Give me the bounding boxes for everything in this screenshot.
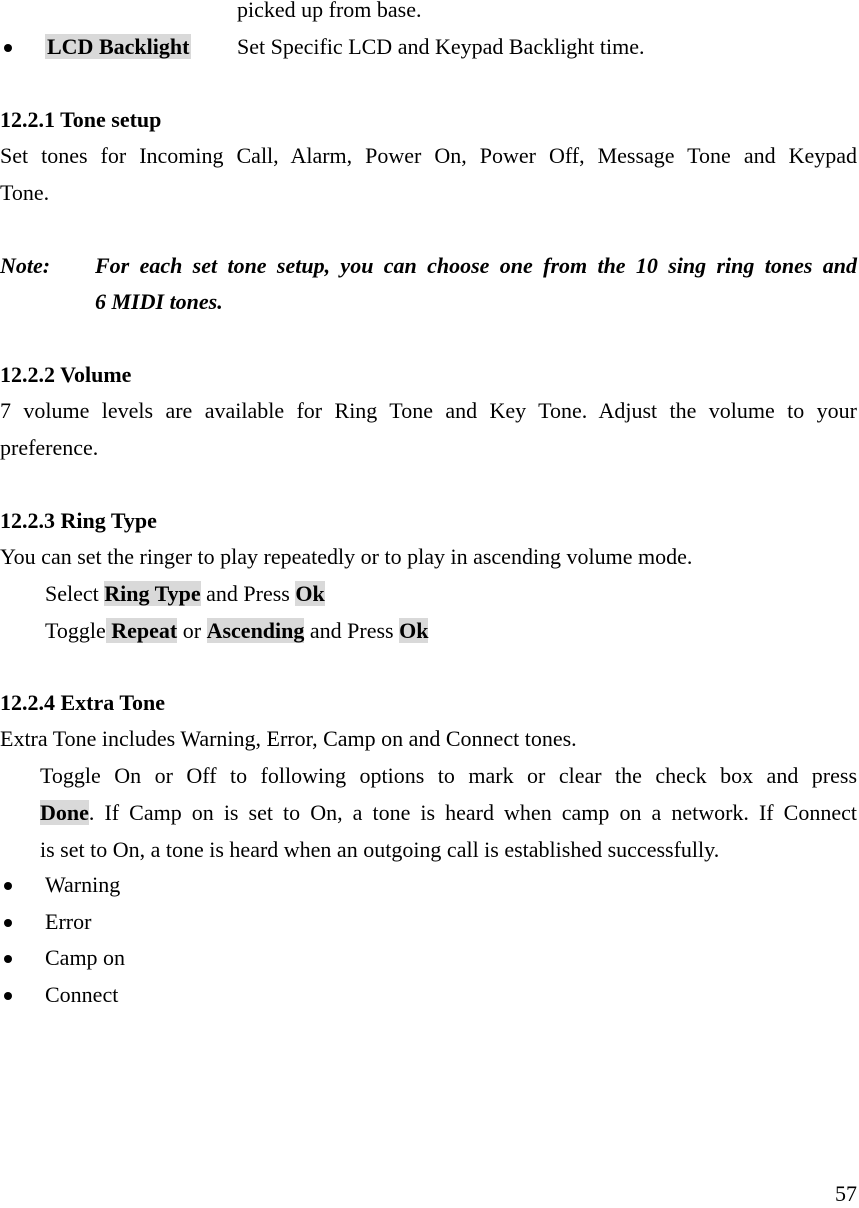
note-line1: For each set tone setup, you can choose one from the 10 sing ring tones and xyxy=(95,253,857,278)
ring-type-key: Ring Type xyxy=(104,581,201,606)
list-item-error: Error xyxy=(45,909,92,934)
ok-key: Ok xyxy=(295,581,325,606)
heading-tone-setup: 12.2.1 Tone setup xyxy=(0,107,162,132)
volume-line2: preference. xyxy=(0,435,99,460)
extra-tone-step-line2-rest: . If Camp on is set to On, a tone is heard when camp on a network. If Connect xyxy=(88,800,857,825)
heading-extra-tone: 12.2.4 Extra Tone xyxy=(0,690,166,715)
lcd-backlight-desc: Set Specific LCD and Keypad Backlight time. xyxy=(237,34,645,59)
list-item-warning: Warning xyxy=(45,872,121,897)
step2-mid1: or xyxy=(177,618,207,643)
tone-setup-line2: Tone. xyxy=(0,180,50,205)
ring-type-step1 xyxy=(45,580,325,608)
step1-mid: and Press xyxy=(200,581,296,606)
lcd-backlight-label: LCD Backlight xyxy=(47,34,190,59)
ok-key: Ok xyxy=(399,618,429,643)
tone-setup-line1: Set tones for Incoming Call, Alarm, Power On, Power Off, Message Tone and Keypad xyxy=(0,143,857,168)
repeat-option: Repeat xyxy=(105,618,178,643)
note-label: Note: xyxy=(0,253,51,278)
extra-tone-step-line3: is set to On, a tone is heard when an outgoing call is established successfully. xyxy=(40,837,720,862)
heading-ring-type: 12.2.3 Ring Type xyxy=(0,508,157,533)
step2-pre: Toggle xyxy=(45,618,106,643)
list-item-connect: Connect xyxy=(45,982,119,1007)
heading-volume: 12.2.2 Volume xyxy=(0,362,132,387)
done-key: Done xyxy=(40,800,89,825)
bullet-icon xyxy=(4,882,12,890)
extra-tone-step-line2 xyxy=(40,799,857,827)
list-item-camp-on: Camp on xyxy=(45,945,126,970)
ring-type-step2 xyxy=(45,617,428,645)
extra-tone-step-line1: Toggle On or Off to following options to mark or clear the check box and press xyxy=(40,763,857,788)
ring-type-intro: You can set the ringer to play repeatedly or to play in ascending volume mode. xyxy=(0,544,693,569)
lcd-backlight-item xyxy=(45,33,191,61)
note-line2: 6 MIDI tones. xyxy=(95,289,223,314)
extra-tone-intro: Extra Tone includes Warning, Error, Camp on and Connect tones. xyxy=(0,726,577,751)
volume-line1: 7 volume levels are available for Ring Tone and Key Tone. Adjust the volume to your xyxy=(0,398,857,423)
bullet-icon xyxy=(4,44,12,52)
step1-pre: Select xyxy=(45,581,105,606)
ascending-option: Ascending xyxy=(206,618,305,643)
bullet-icon xyxy=(4,992,12,1000)
bullet-icon xyxy=(4,955,12,963)
bullet-icon xyxy=(4,919,12,927)
page-number: 57 xyxy=(835,1181,857,1206)
continued-text: picked up from base. xyxy=(237,0,422,22)
step2-mid2: and Press xyxy=(304,618,400,643)
